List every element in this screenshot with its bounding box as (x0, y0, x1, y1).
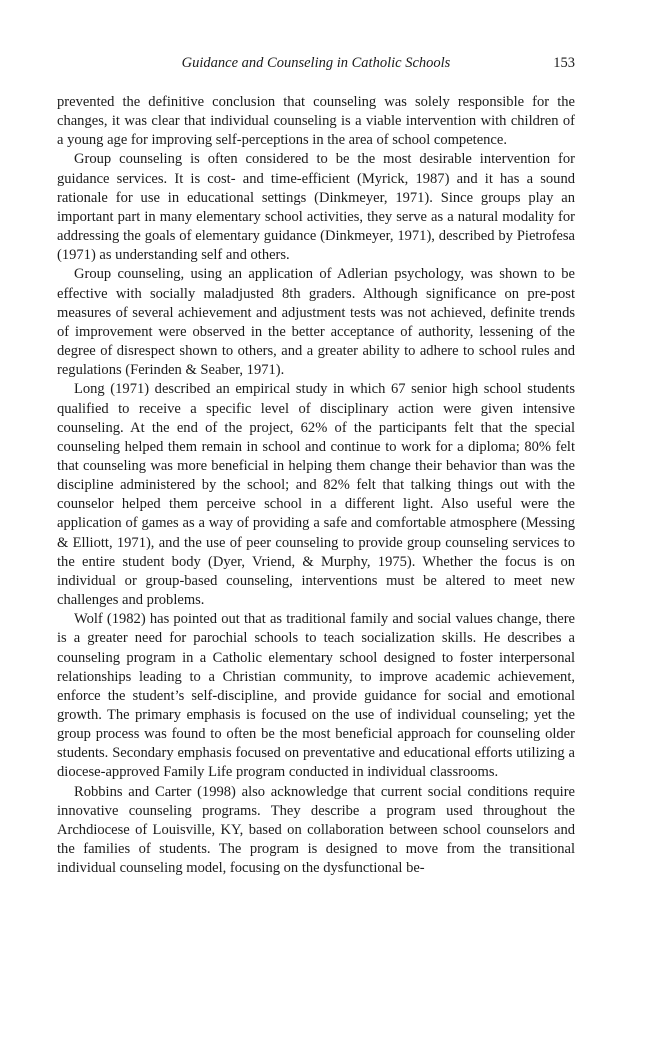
paragraph-group-counseling: Group counseling is often considered to be the most desirable intervention for guidance services. It is cost- and time-efficient (Myrick, 1987) and it has a sound rationale for use in educational settings (Dinkmeyer, 1971). Since groups play an important part in many elementary school activities, they serve as a natural modality for addressing the goals of elementary guidance (Dinkmeyer, 1971), described by Pietrofesa (1971) as understanding self and others. (57, 151, 575, 264)
paragraph-wolf-1982: Wolf (1982) has pointed out that as traditional family and social values change, there is a greater need for parochial schools to teach socialization skills. He describes a counseling program in a Catholic elementary school designed to foster interpersonal relationships leading to a Christian community, to improve academic achievement, enforce the student’s self-discipline, and provide guidance for social and emotional growth. The primary emphasis is focused on the use of individual counseling; yet the group process was found to often be the most beneficial approach for counseling older students. Secondary emphasis focused on preventative and educational efforts utilizing a diocese-approved Family Life program conducted in individual classrooms. (57, 611, 575, 781)
paragraph-robbins-carter: Robbins and Carter (1998) also acknowledge that current social conditions require innovative counseling programs. They describe a program used throughout the Archdiocese of Louisville, KY, based on collaboration between school counselors and the families of students. The program is designed to move from the transitional individual counseling model, focusing on the dysfunctional be- (57, 783, 575, 877)
body-text (57, 93, 575, 878)
paragraph-continued: prevented the definitive conclusion that counseling was solely responsible for the changes, it was clear that individual counseling is a viable intervention with children of a young age for improving self-perceptions in the area of school competence. (57, 94, 575, 149)
paragraph-long-1971: Long (1971) described an empirical study in which 67 senior high school students qualified to receive a specific level of disciplinary action were given intensive counseling. At the end of the project, 62% of the participants felt that the special counseling helped them remain in school and continue to work for a diploma; 80% felt that counseling was more beneficial in helping them change their behavior than was the discipline administered by the school; and 82% felt that talking things out with the counselor helped them perceive school in a different light. Also useful were the application of games as a way of providing a safe and comfortable atmosphere (Messing & Elliott, 1971), and the use of peer counseling to provide group counseling services to the entire student body (Dyer, Vriend, & Murphy, 1975). Whether the focus is on individual or group-based counseling, interventions must be altered to meet new challenges and problems. (57, 381, 575, 609)
page-number: 153 (553, 55, 575, 71)
running-head (57, 52, 575, 74)
book-page (57, 52, 575, 878)
running-title: Guidance and Counseling in Catholic Schools (181, 55, 451, 71)
paragraph-adlerian: Group counseling, using an application of Adlerian psychology, was shown to be effective with socially maladjusted 8th graders. Although significance on pre-post measures of several achievement and adjustment tests was not achieved, definite trends of improvement were observed in the better acceptance of authority, lessening of the degree of disrespect shown to others, and a greater ability to adhere to school rules and regulations (Ferinden & Seaber, 1971). (57, 266, 575, 379)
